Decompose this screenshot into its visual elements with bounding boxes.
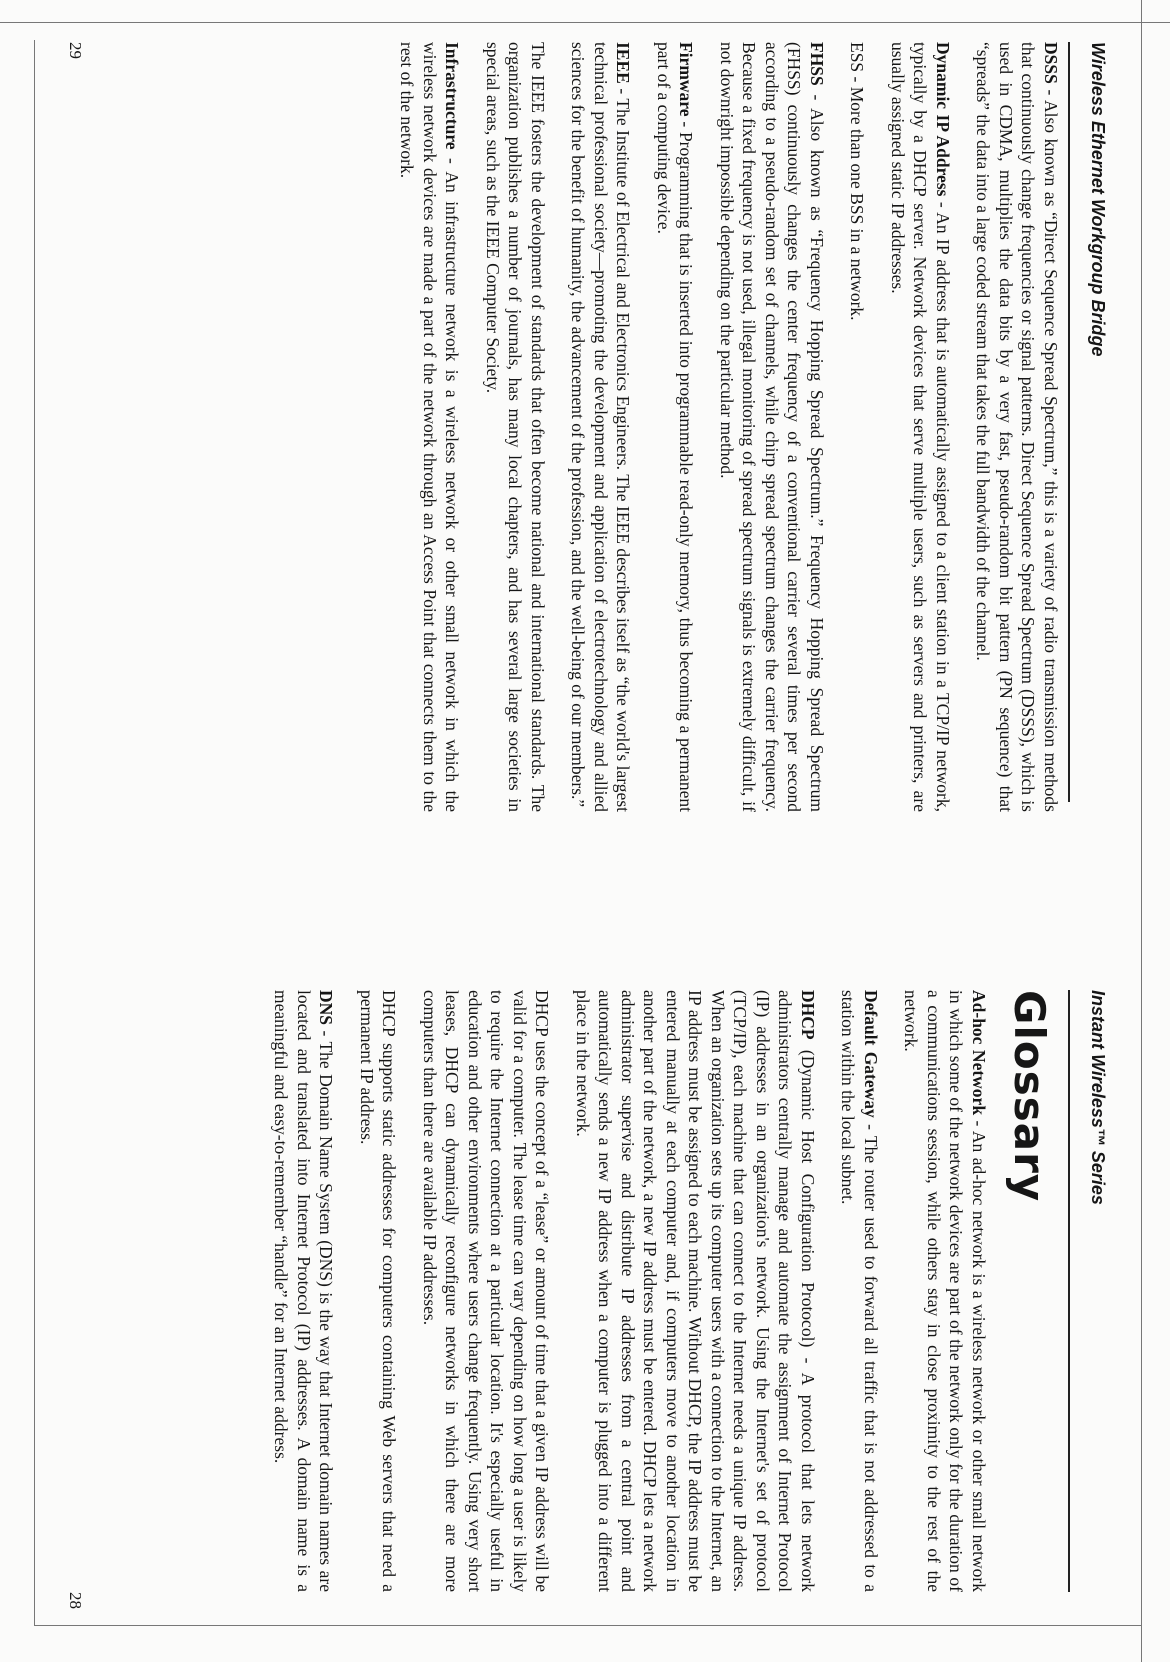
glossary-term: FHSS: [807, 42, 827, 86]
page-number-29: 29: [66, 42, 85, 59]
glossary-definition: DHCP uses the concept of a “lease” or amount of time that a given IP address will be valid for a computer. The lease time can vary depending on how long a user is likely to require the Internet connection at a particular location. It's especially useful in education and other environments where users change frequently. Using very short leases, DHCP can dynamically reconfigure networks in which there are more computers than there are available IP addresses.: [420, 990, 553, 1592]
page-number-28: 28: [66, 1592, 85, 1609]
glossary-term: DHCP: [798, 990, 818, 1040]
glossary-entry: [270, 990, 338, 1592]
glossary-definition: Also known as “Frequency Hopping Spread Spectrum.” Frequency Hopping Spread Spectrum (FHSS) continuously changes the center frequency of a conventional carrier several times per second according to a pseudo-random set of channels, while chirp spread spectrum changes the carrier frequency. Because a fixed frequency is not used, illegal monitoring of spread spectrum signals is extremely difficult, if not downright impossible depending on the particular method.: [717, 42, 827, 812]
glossary-entry: [356, 990, 401, 1592]
glossary-definition: Also known as “Direct Sequence Spread Spectrum,” this is a variety of radio transmission methods that continuously change frequencies or signal patterns. Direct Sequence Spread Spectrum (DSSS), which is used in CDMA, multiplies the data bits by a very fast, pseudo-random bit pattern (PN sequence) that “spreads” the data into a large coded stream that takes the full bandwidth of the channel.: [973, 42, 1061, 812]
glossary-definition: The Institute of Electrical and Electronics Engineers. The IEEE describes itself as “the world's largest technical professional society—promoting the development and application of electrotechnology and allied sciences for the benefit of humanity, the advancement of the profession, and the well-being of our members.”: [568, 42, 634, 812]
term-separator: -: [613, 83, 634, 99]
term-separator: -: [969, 1115, 989, 1131]
term-separator: -: [861, 1117, 881, 1136]
term-separator: -: [807, 85, 827, 109]
glossary-entry: [837, 990, 882, 1592]
term-separator: [798, 1040, 818, 1050]
glossary-term: Default Gateway: [861, 990, 881, 1118]
glossary-entry: [846, 42, 869, 812]
term-separator: -: [676, 116, 697, 132]
glossary-term: IEEE: [613, 42, 634, 84]
glossary-definition: An ad-hoc network is a wireless network or other small network in which some of the network devices are part of the network only for the duration of a communications session, while others stay in close proximity to the rest of the network.: [901, 990, 989, 1592]
glossary-term: DNS: [316, 990, 337, 1026]
glossary-definition: The router used to forward all traffic that is not addressed to a station within the local subnet.: [838, 990, 881, 1592]
glossary-definition: The IEEE fosters the development of standards that often become national and international standards. The organization publishes a number of journals, has many local chapters, and has several large societies in special areas, such as the IEEE Computer Society.: [483, 42, 548, 812]
glossary-term: Infrastructure: [442, 42, 463, 150]
glossary-definition: An IP address that is automatically assigned to a client station in a TCP/IP network, typically by a DHCP server. Network devices that serve multiple users, such as servers and printers, are usually assigned static IP addresses.: [888, 42, 953, 812]
glossary-term: DSSS: [1041, 42, 1061, 84]
term-separator: -: [1041, 83, 1061, 100]
glossary-definition: DHCP supports static addresses for computers containing Web servers that need a permanent IP address.: [357, 990, 400, 1592]
glossary-term: Firmware: [676, 42, 697, 117]
page-28: [0, 840, 1170, 1662]
running-header-right: Wireless Ethernet Workgroup Bridge: [1068, 42, 1116, 802]
term-separator: -: [316, 1025, 337, 1042]
running-header-left: Instant Wireless™ Series: [1068, 990, 1116, 1592]
glossary-definition: (Dynamic Host Configuration Protocol) - A protocol that lets network administrators centrally manage and automate the assignment of Internet Protocol (IP) addresses in an organization's network. Using the Internet's set of protocol (TCP/IP), each machine that can connect to the Internet needs a unique IP address. When an organization sets up its computer users with a connection to the Internet, an IP address must be assigned to each machine. Without DHCP, the IP address must be entered manually at each computer and, if computers move to another location in another part of the network, a new IP address must be entered. DHCP lets a network administrator supervise and distribute IP addresses from a central point and automatically sends a new IP address when a computer is plugged into a different place in the network.: [573, 990, 818, 1593]
glossary-entry: [419, 990, 554, 1592]
glossary-column-left: [252, 990, 1062, 1592]
glossary-entry: [482, 42, 550, 812]
term-separator: -: [442, 149, 463, 172]
glossary-entry: [972, 42, 1062, 812]
term-separator: -: [933, 196, 953, 213]
glossary-entry: [887, 42, 955, 812]
glossary-entry: [396, 42, 464, 812]
glossary-term: Dynamic IP Address: [933, 42, 953, 197]
glossary-entry: [900, 990, 990, 1592]
glossary-entry: [653, 42, 698, 812]
glossary-definition: ESS - More than one BSS in a network.: [847, 42, 868, 321]
glossary-definition: Programming that is inserted into programmable read-only memory, thus becoming a permanent part of a computing device.: [654, 42, 697, 813]
glossary-entry: [572, 990, 820, 1592]
glossary-definition: An infrastructure network is a wireless network or other small network in which the wireless network devices are made a part of the network through an Access Point that connects them to the rest of the network.: [397, 42, 463, 812]
glossary-definition: The Domain Name System (DNS) is the way that Internet domain names are located and translated into Internet Protocol (IP) addresses. A domain name is a meaningful and easy-to-remember “handle” for an Internet address.: [271, 990, 337, 1592]
glossary-entry: [567, 42, 635, 812]
glossary-entries-left: [270, 990, 990, 1592]
glossary-entry: [716, 42, 829, 812]
glossary-column-right: [378, 42, 1062, 812]
glossary-title: Glossary: [1005, 990, 1054, 1203]
glossary-term: Ad-hoc Network: [969, 990, 989, 1116]
